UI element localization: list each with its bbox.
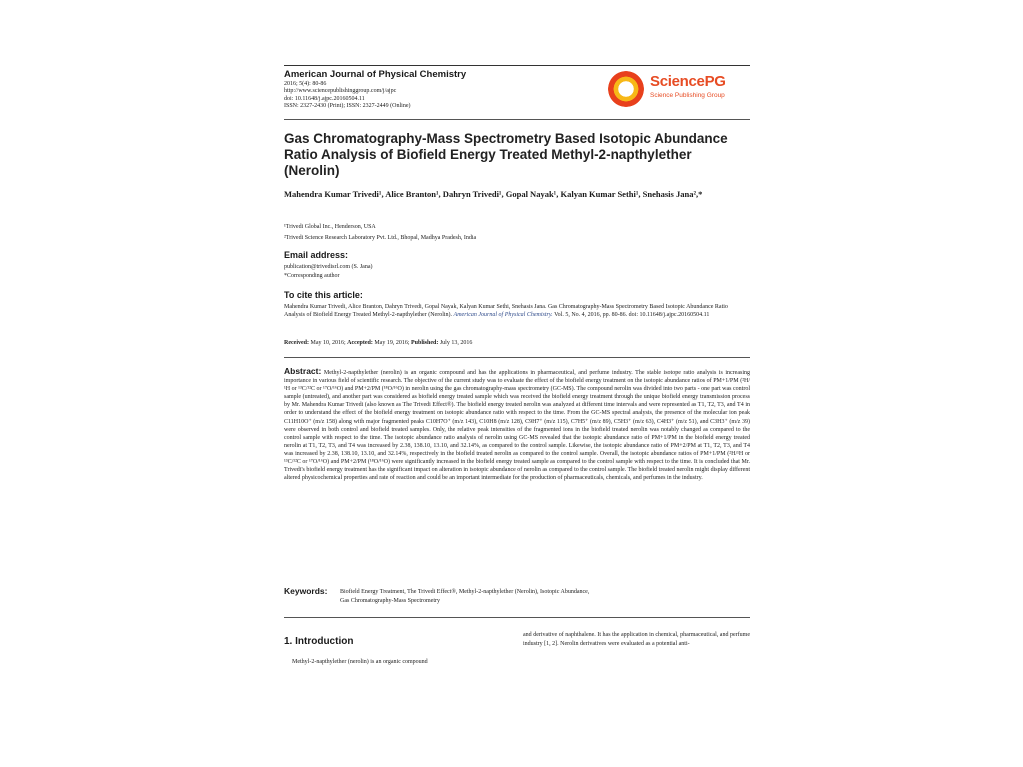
affiliation-1: ¹Trivedi Global Inc., Henderson, USA xyxy=(284,224,376,230)
header-divider xyxy=(284,119,750,120)
keywords xyxy=(284,586,750,604)
affiliation-2: ²Trivedi Science Research Laboratory Pvt. Ltd., Bhopal, Madhya Pradesh, India xyxy=(284,235,477,241)
journal-doi: doi: 10.11648/j.ajpc.20160504.11 xyxy=(284,95,365,102)
published-date: July 13, 2016 xyxy=(439,340,473,346)
accepted-label: Accepted: xyxy=(347,340,373,346)
abstract-label: Abstract: xyxy=(284,366,322,376)
corresponding-author-note: *Corresponding author xyxy=(284,273,340,279)
publication-dates xyxy=(284,340,472,346)
publisher-logo xyxy=(608,68,748,108)
intro-divider xyxy=(284,617,750,618)
logo-subtitle: Science Publishing Group xyxy=(650,92,725,99)
received-date: May 10, 2016; xyxy=(310,340,346,346)
journal-meta xyxy=(284,81,411,111)
keywords-line-1: Biofield Energy Treatment, The Trivedi Effect®, Methyl-2-napthylether (Nerolin), Isotopic Abundance, xyxy=(340,589,590,595)
abstract-divider xyxy=(284,357,750,358)
citation-tail: Vol. 5, No. 4, 2016, pp. 80-86. doi: 10.11648/j.ajpc.20160504.11 xyxy=(554,312,710,319)
header-rule xyxy=(284,65,750,66)
accepted-date: May 19, 2016; xyxy=(374,340,410,346)
section-heading-introduction: 1. Introduction xyxy=(284,636,354,647)
intro-column-left: Methyl-2-napthylether (nerolin) is an organic compound xyxy=(292,659,428,665)
journal-name: American Journal of Physical Chemistry xyxy=(284,69,467,80)
article-title: Gas Chromatography-Mass Spectrometry Based Isotopic Abundance Ratio Analysis of Biofield Energy Treated Methyl-2-napthylether (Nerolin) xyxy=(284,131,728,178)
published-label: Published: xyxy=(411,340,439,346)
email-address[interactable]: publication@trivedisrl.com (S. Jana) xyxy=(284,264,373,270)
citation-journal: American Journal of Physical Chemistry. xyxy=(453,312,553,319)
email-heading: Email address: xyxy=(284,250,349,260)
abstract-text: Methyl-2-napthylether (nerolin) is an organic compound and has the applications in pharmaceutical, and perfume industry. The stable isotope ratio analysis is increasing importance in various field of scientific research. The objective of the current study was to evaluate the effect of the biofield energy treatment on the isotopic abundance ratios of PM+1/PM (²H/¹H or ¹³C/¹²C or ¹⁷O/¹⁶O) and PM+2/PM (¹⁸O/¹⁶O) in nerolin using the gas chromatography-mass spectrometry (GC-MS). The compound nerolin was divided into two parts - one part was control sample (untreated), and another part was considered as biofield energy treated sample which was received the biofield energy treatment through the unique biofield energy transmission process by Mr. Mahendra Kumar Trivedi (also known as The Trivedi Effect®). The biofield energy treated nerolin was analyzed at different time intervals and were represented as T1, T2, T3, and T4 in order to understand the effect of the biofield energy treatment on isotopic abundance ratio with respect to the time. From the GC-MS spectral analysis, the presence of the molecular ion peak C11H10O⁺ (m/z 158) along with major fragmented peaks C10H7O⁺ (m/z 143), C10H8 (m/z 128), C9H7⁺ (m/z 115), C7H5⁺ (m/z 89), C5H3⁺ (m/z 63), C4H3⁺ (m/z 51), and C3H3⁺ (m/z 39) were observed in both control and biofield treated samples. Only, the relative peak intensities of the fragmented ions in the biofield treated nerolin was notably changed as compared to the control sample with respect to the time. The isotopic abundance ratio analysis of nerolin using GC-MS revealed that the isotopic abundance ratio of PM+1/PM in the biofield energy treated nerolin at T1, T2, T3, and T4 was increased by 2.38, 138.10, 13.10, and 32.14%, as compared to the control sample. Likewise, the isotopic abundance ratio of PM+2/PM at T1, T2, T3, and T4 was increased by 2.38, 138.10, 13.10, and 32.14%, respectively in the biofield treated nerolin as compared to the control sample. Overall, the isotopic abundance ratios of PM+1/PM (²H/¹H or ¹³C/¹²C or ¹⁷O/¹⁶O) and PM+2/PM (¹⁸O/¹⁶O) were significantly increased in the biofield energy treated sample as compared to the control sample with respect to the time. It is concluded that Mr. Trivedi's biofield energy treatment has the significant impact on alteration in isotopic abundance of nerolin as compared to the control sample. The biofield treated nerolin might display different altered physicochemical properties and rate of reaction and could be an important intermediate for the production of pharmaceuticals, chemicals, and perfumes in the industry. xyxy=(284,370,751,482)
logo-brand: SciencePG xyxy=(650,73,726,90)
journal-issue: 2016; 5(4): 80-86 xyxy=(284,81,327,87)
keywords-label: Keywords: xyxy=(284,586,328,596)
author-list: Mahendra Kumar Trivedi¹, Alice Branton¹, Dahryn Trivedi¹, Gopal Nayak¹, Kalyan Kumar Sethi¹, Snehasis Jana²,* xyxy=(284,189,703,199)
journal-url[interactable]: http://www.sciencepublishinggroup.com/j/ajpc xyxy=(284,88,397,95)
logo-ring-icon xyxy=(608,71,644,107)
affiliations xyxy=(284,222,750,244)
received-label: Received: xyxy=(284,340,309,346)
journal-issn: ISSN: 2327-2430 (Print); ISSN: 2327-2449 (Online) xyxy=(284,103,411,110)
keywords-list xyxy=(340,588,750,606)
keywords-line-2: Gas Chromatography-Mass Spectrometry xyxy=(340,598,440,604)
citation-text xyxy=(284,303,750,320)
intro-column-right: and derivative of naphthalene. It has the application in chemical, pharmaceutical, and perfume industry [1, 2]. Nerolin derivatives were evaluated as a potential anti- xyxy=(523,632,750,647)
abstract xyxy=(284,367,750,482)
email-block xyxy=(284,263,373,281)
citation-body: Mahendra Kumar Trivedi, Alice Branton, Dahryn Trivedi, Gopal Nayak, Kalyan Kumar Sethi, Snehasis Jana. Gas Chromatography-Mass Spectrometry Based Isotopic Abundance Ratio Analysis of Biofield Energy Treated Methyl-2-napthylether (Nerolin). xyxy=(284,304,728,319)
cite-heading: To cite this article: xyxy=(284,290,363,300)
